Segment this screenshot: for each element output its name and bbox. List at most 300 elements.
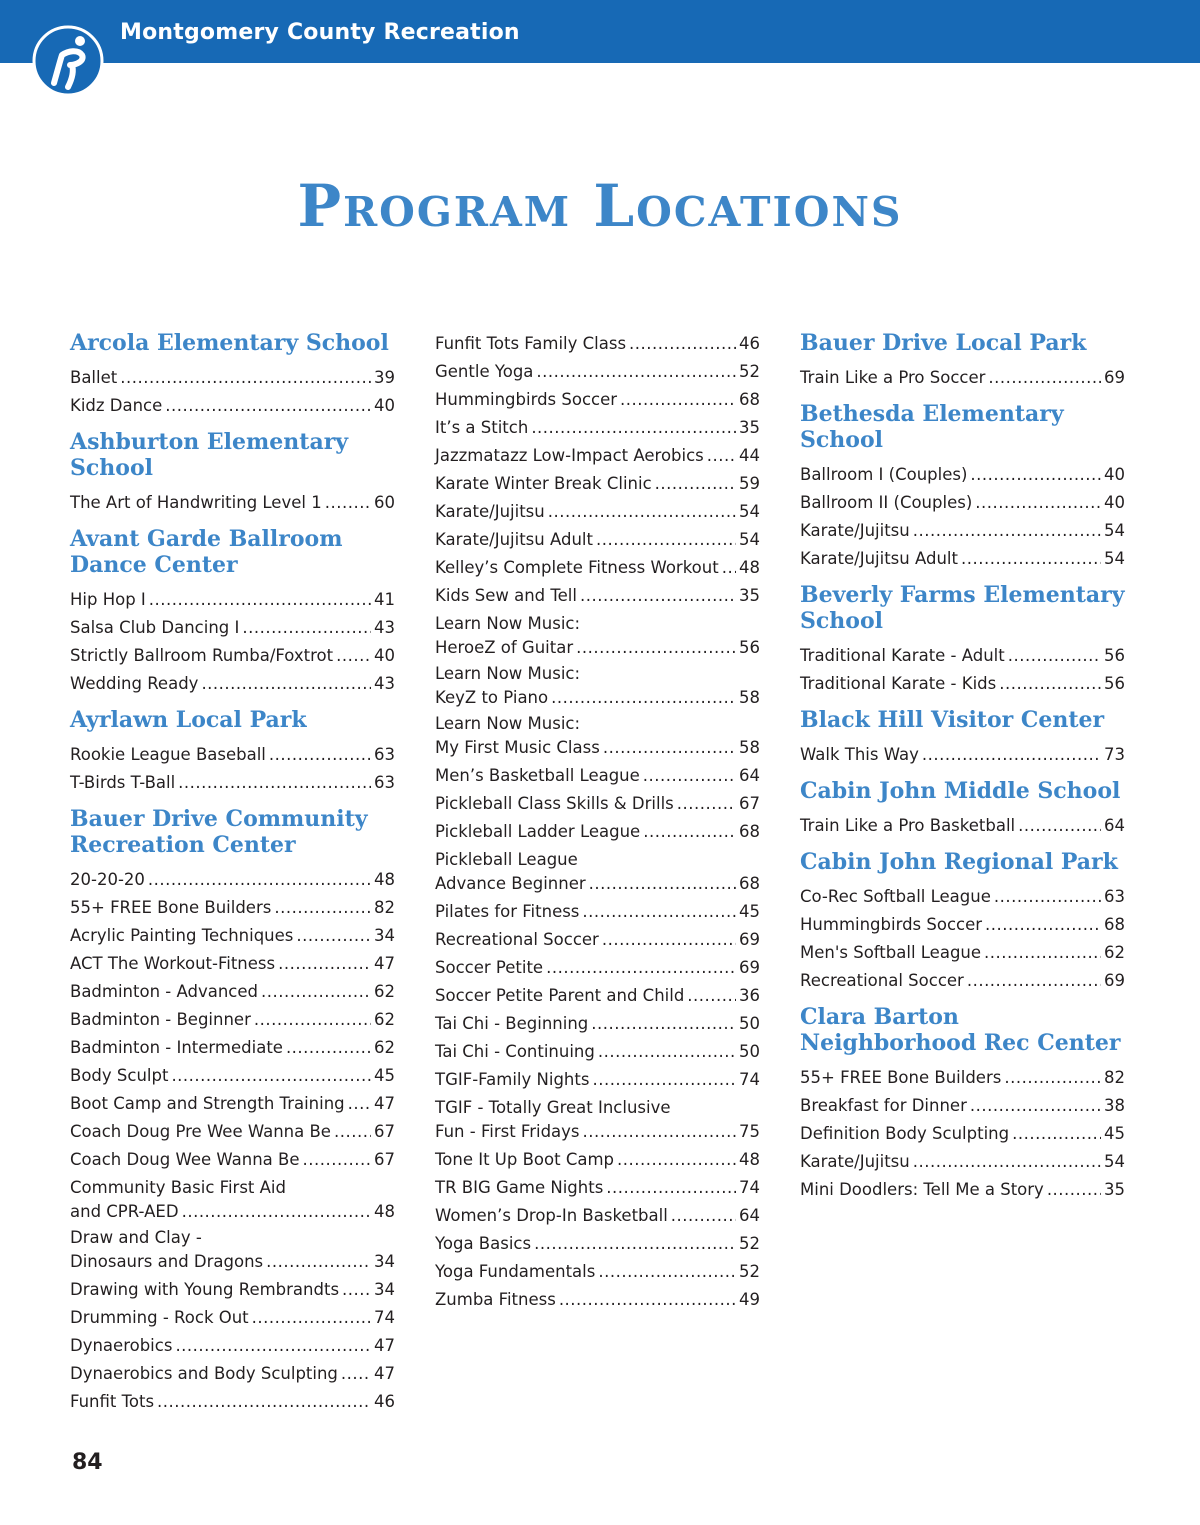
dot-leader	[303, 1146, 372, 1174]
program-entry	[435, 982, 760, 1010]
program-entry	[435, 818, 760, 846]
program-entry	[70, 1006, 395, 1034]
program-name: KeyZ to Piano	[435, 688, 549, 707]
program-entry	[435, 414, 760, 442]
program-entry	[70, 769, 395, 797]
program-entry	[70, 586, 395, 614]
program-entry	[435, 330, 760, 358]
dot-leader	[970, 461, 1101, 489]
dot-leader	[201, 670, 371, 698]
dot-leader	[922, 741, 1101, 769]
location-section	[800, 849, 1125, 995]
location-section	[70, 330, 395, 420]
program-page-number: 40	[374, 646, 395, 665]
program-name: Jazzmatazz Low-Impact Aerobics	[435, 446, 704, 465]
program-entry	[800, 364, 1125, 392]
location-heading: Avant Garde Ballroom Dance Center	[70, 526, 343, 578]
program-name: Dynaerobics and Body Sculpting	[70, 1364, 338, 1383]
program-page-number: 64	[1104, 816, 1125, 835]
program-page-number: 59	[739, 474, 760, 493]
program-name: 20-20-20	[70, 870, 145, 889]
program-page-number: 74	[739, 1178, 760, 1197]
dot-leader	[606, 1174, 736, 1202]
program-entry	[70, 922, 395, 950]
program-page-number: 46	[374, 1392, 395, 1411]
program-entry	[435, 1286, 760, 1314]
dot-leader	[655, 470, 736, 498]
dot-leader	[342, 1276, 371, 1304]
dot-leader	[598, 1038, 736, 1066]
program-page-number: 41	[374, 590, 395, 609]
dot-leader	[348, 1090, 371, 1118]
program-page-number: 56	[739, 638, 760, 657]
program-name-row	[435, 736, 760, 760]
column-1	[70, 330, 395, 1425]
program-entry	[800, 517, 1125, 545]
program-entry	[435, 470, 760, 498]
program-page-number: 69	[739, 958, 760, 977]
program-page-number: 40	[1104, 493, 1125, 512]
program-name-row	[435, 686, 760, 710]
program-name: Train Like a Pro Soccer	[800, 368, 986, 387]
program-entry	[70, 1360, 395, 1388]
program-page-number: 44	[739, 446, 760, 465]
location-heading: Ayrlawn Local Park	[70, 707, 307, 733]
program-name: Mini Doodlers: Tell Me a Story	[800, 1180, 1044, 1199]
program-name: Co-Rec Softball League	[800, 887, 991, 906]
dot-leader	[120, 364, 371, 392]
program-entry	[70, 1062, 395, 1090]
program-page-number: 47	[374, 1336, 395, 1355]
dot-leader	[534, 1230, 736, 1258]
program-page-number: 68	[739, 874, 760, 893]
program-entry	[70, 1176, 395, 1224]
program-entry	[435, 898, 760, 926]
program-entry	[435, 1146, 760, 1174]
dot-leader	[629, 330, 736, 358]
program-name: Definition Body Sculpting	[800, 1124, 1010, 1143]
dot-leader	[967, 967, 1101, 995]
dot-leader	[583, 1120, 736, 1144]
column-2	[435, 330, 760, 1323]
dot-leader	[596, 526, 736, 554]
program-page-number: 69	[739, 930, 760, 949]
program-name: Men’s Basketball League	[435, 766, 640, 785]
location-section	[800, 778, 1125, 840]
program-page-number: 50	[739, 1014, 760, 1033]
program-page-number: 62	[374, 1010, 395, 1029]
dot-leader	[617, 1146, 736, 1174]
program-name-row	[435, 872, 760, 896]
program-name: Funfit Tots	[70, 1392, 155, 1411]
program-entry	[800, 967, 1125, 995]
dot-leader	[602, 926, 736, 954]
program-name: Badminton - Intermediate	[70, 1038, 283, 1057]
program-name: Train Like a Pro Basketball	[800, 816, 1016, 835]
dot-leader	[603, 736, 736, 760]
dot-leader	[643, 762, 736, 790]
program-name: and CPR-AED	[70, 1202, 179, 1221]
program-page-number: 50	[739, 1042, 760, 1061]
program-page-number: 34	[374, 926, 395, 945]
program-page-number: 67	[374, 1122, 395, 1141]
dot-leader	[269, 741, 371, 769]
program-page-number: 52	[739, 1262, 760, 1281]
program-entry	[435, 554, 760, 582]
program-name: Men's Softball League	[800, 943, 982, 962]
program-name: Fun - First Fridays	[435, 1122, 580, 1141]
program-name: Boot Camp and Strength Training	[70, 1094, 345, 1113]
program-page-number: 69	[1104, 971, 1125, 990]
program-entry	[435, 358, 760, 386]
program-name: HeroeZ of Guitar	[435, 638, 574, 657]
dot-leader	[984, 939, 1101, 967]
program-entry	[70, 1332, 395, 1360]
dot-leader	[175, 1332, 371, 1360]
program-entry	[70, 950, 395, 978]
program-entry	[70, 670, 395, 698]
program-list	[800, 1064, 1125, 1204]
dot-leader	[1012, 1120, 1101, 1148]
program-list	[800, 642, 1125, 698]
dot-leader	[178, 769, 371, 797]
location-heading: Clara Barton Neighborhood Rec Center	[800, 1004, 1121, 1056]
program-list	[800, 883, 1125, 995]
program-name: Yoga Fundamentals	[435, 1262, 596, 1281]
program-name: Hip Hop I	[70, 590, 146, 609]
location-section	[70, 806, 395, 1416]
program-name: ACT The Workout-Fitness	[70, 954, 276, 973]
dot-leader	[274, 894, 371, 922]
program-name: Traditional Karate - Kids	[800, 674, 997, 693]
program-name-row	[435, 1120, 760, 1144]
dot-leader	[148, 866, 371, 894]
location-heading: Bauer Drive Local Park	[800, 330, 1087, 356]
location-section	[800, 330, 1125, 392]
program-name: Pickleball Class Skills & Drills	[435, 794, 674, 813]
program-name: It’s a Stitch	[435, 418, 529, 437]
program-name: T-Birds T-Ball	[70, 773, 176, 792]
program-page-number: 67	[374, 1150, 395, 1169]
program-entry	[70, 1304, 395, 1332]
program-name-line1: TGIF - Totally Great Inclusive	[435, 1098, 671, 1117]
dot-leader	[643, 818, 736, 846]
program-page-number: 69	[1104, 368, 1125, 387]
location-heading: Black Hill Visitor Center	[800, 707, 1105, 733]
dot-leader	[687, 982, 736, 1010]
program-page-number: 64	[739, 1206, 760, 1225]
program-page-number: 48	[739, 558, 760, 577]
program-name: 55+ FREE Bone Builders	[800, 1068, 1002, 1087]
program-name: Soccer Petite	[435, 958, 544, 977]
program-entry	[70, 741, 395, 769]
program-page-number: 39	[374, 368, 395, 387]
program-page-number: 45	[739, 902, 760, 921]
program-entry	[800, 1092, 1125, 1120]
dot-leader	[975, 489, 1101, 517]
dot-leader	[334, 1118, 371, 1146]
dot-leader	[341, 1360, 371, 1388]
program-page-number: 63	[1104, 887, 1125, 906]
program-name: The Art of Handwriting Level 1	[70, 493, 322, 512]
program-page-number: 68	[1104, 915, 1125, 934]
location-section	[70, 526, 395, 698]
program-page-number: 58	[739, 688, 760, 707]
location-heading: Bauer Drive Community Recreation Center	[70, 806, 368, 858]
dot-leader	[999, 670, 1101, 698]
program-name: Acrylic Painting Techniques	[70, 926, 294, 945]
program-entry	[435, 762, 760, 790]
dot-leader	[1018, 812, 1101, 840]
program-page-number: 34	[374, 1280, 395, 1299]
program-name: Breakfast for Dinner	[800, 1096, 967, 1115]
program-list	[435, 330, 760, 1314]
page-number: 84	[72, 1450, 103, 1475]
program-page-number: 35	[739, 418, 760, 437]
program-name: Rookie League Baseball	[70, 745, 266, 764]
dot-leader	[677, 790, 736, 818]
dot-leader	[157, 1388, 371, 1416]
program-entry	[800, 883, 1125, 911]
program-page-number: 48	[374, 1202, 395, 1221]
program-entry	[435, 662, 760, 710]
dot-leader	[286, 1034, 371, 1062]
program-page-number: 82	[374, 898, 395, 917]
program-name: Walk This Way	[800, 745, 919, 764]
dot-leader	[548, 498, 736, 526]
program-name-row	[70, 1250, 395, 1274]
location-section	[800, 582, 1125, 698]
program-name: Pickleball Ladder League	[435, 822, 641, 841]
program-page-number: 47	[374, 1364, 395, 1383]
program-name: Badminton - Beginner	[70, 1010, 251, 1029]
program-page-number: 62	[374, 982, 395, 1001]
program-name: Hummingbirds Soccer	[435, 390, 618, 409]
program-page-number: 38	[1104, 1096, 1125, 1115]
dot-leader	[671, 1202, 736, 1230]
dot-leader	[325, 489, 371, 517]
program-page-number: 64	[739, 766, 760, 785]
program-entry	[800, 1148, 1125, 1176]
program-entry	[435, 1230, 760, 1258]
program-page-number: 54	[1104, 1152, 1125, 1171]
program-entry	[70, 1146, 395, 1174]
program-entry	[70, 866, 395, 894]
program-list	[800, 812, 1125, 840]
dot-leader	[913, 1148, 1101, 1176]
program-page-number: 35	[739, 586, 760, 605]
dot-leader	[970, 1092, 1101, 1120]
program-entry	[800, 642, 1125, 670]
program-entry	[70, 1388, 395, 1416]
header-title: Montgomery County Recreation	[120, 20, 520, 45]
program-name: Recreational Soccer	[800, 971, 964, 990]
program-name: Advance Beginner	[435, 874, 586, 893]
dot-leader	[1047, 1176, 1101, 1204]
program-name: Tai Chi - Continuing	[435, 1042, 595, 1061]
program-entry	[435, 612, 760, 660]
program-name: TR BIG Game Nights	[435, 1178, 604, 1197]
program-page-number: 63	[374, 773, 395, 792]
program-name: Kids Sew and Tell	[435, 586, 577, 605]
program-entry	[800, 670, 1125, 698]
program-entry	[70, 642, 395, 670]
program-entry	[70, 894, 395, 922]
location-section	[70, 429, 395, 517]
program-name-row	[435, 636, 760, 660]
dot-leader	[531, 414, 736, 442]
program-entry	[435, 1038, 760, 1066]
recreation-logo-icon	[32, 21, 104, 100]
program-name-line1: Pickleball League	[435, 850, 578, 869]
program-entry	[800, 545, 1125, 573]
program-entry	[435, 1174, 760, 1202]
program-page-number: 68	[739, 822, 760, 841]
location-section	[800, 707, 1125, 769]
program-entry	[435, 1202, 760, 1230]
program-list	[70, 364, 395, 420]
program-name: Dynaerobics	[70, 1336, 173, 1355]
location-heading: Beverly Farms Elementary School	[800, 582, 1125, 634]
program-entry	[800, 489, 1125, 517]
program-entry	[800, 461, 1125, 489]
program-entry	[435, 848, 760, 896]
program-page-number: 48	[739, 1150, 760, 1169]
program-name: Salsa Club Dancing I	[70, 618, 240, 637]
program-name: Coach Doug Pre Wee Wanna Be	[70, 1122, 331, 1141]
location-heading: Bethesda Elementary School	[800, 401, 1064, 453]
program-page-number: 56	[1104, 674, 1125, 693]
program-list	[70, 586, 395, 698]
program-entry	[70, 489, 395, 517]
program-entry	[800, 1120, 1125, 1148]
location-section	[70, 707, 395, 797]
dot-leader	[592, 1066, 736, 1094]
dot-leader	[707, 442, 736, 470]
program-name: Recreational Soccer	[435, 930, 599, 949]
dot-leader	[1008, 642, 1101, 670]
dot-leader	[913, 517, 1101, 545]
program-page-number: 56	[1104, 646, 1125, 665]
dot-leader	[171, 1062, 371, 1090]
program-name: Drawing with Young Rembrandts	[70, 1280, 340, 1299]
dot-leader	[536, 358, 736, 386]
program-list	[800, 741, 1125, 769]
dot-leader	[985, 911, 1101, 939]
program-page-number: 58	[739, 738, 760, 757]
program-name: Kidz Dance	[70, 396, 163, 415]
program-name: Wedding Ready	[70, 674, 199, 693]
dot-leader	[591, 1010, 736, 1038]
program-list	[70, 489, 395, 517]
program-page-number: 43	[374, 674, 395, 693]
program-name: Tai Chi - Beginning	[435, 1014, 589, 1033]
program-entry	[800, 1176, 1125, 1204]
program-list	[70, 741, 395, 797]
program-name: Dinosaurs and Dragons	[70, 1252, 264, 1271]
program-name: Zumba Fitness	[435, 1290, 556, 1309]
dot-leader	[582, 898, 736, 926]
dot-leader	[961, 545, 1101, 573]
dot-leader	[589, 872, 736, 896]
program-entry	[435, 498, 760, 526]
program-entry	[435, 926, 760, 954]
program-name-row	[70, 1200, 395, 1224]
program-name: Traditional Karate - Adult	[800, 646, 1005, 665]
program-entry	[70, 614, 395, 642]
program-page-number: 52	[739, 362, 760, 381]
program-name: Karate/Jujitsu	[800, 521, 910, 540]
program-name-line1: Learn Now Music:	[435, 664, 581, 683]
program-name: Yoga Basics	[435, 1234, 532, 1253]
program-name: Karate/Jujitsu	[800, 1152, 910, 1171]
dot-leader	[551, 686, 736, 710]
program-name: Karate/Jujitsu Adult	[800, 549, 958, 568]
program-list	[800, 364, 1125, 392]
program-page-number: 45	[1104, 1124, 1125, 1143]
program-page-number: 54	[739, 502, 760, 521]
dot-leader	[576, 636, 736, 660]
dot-leader	[559, 1286, 736, 1314]
program-page-number: 49	[739, 1290, 760, 1309]
dot-leader	[165, 392, 371, 420]
program-entry	[70, 1034, 395, 1062]
program-entry	[70, 1090, 395, 1118]
program-page-number: 62	[1104, 943, 1125, 962]
program-name: Women’s Drop-In Basketball	[435, 1206, 668, 1225]
program-page-number: 47	[374, 954, 395, 973]
program-page-number: 67	[739, 794, 760, 813]
dot-leader	[988, 364, 1101, 392]
program-entry	[435, 386, 760, 414]
program-page-number: 43	[374, 618, 395, 637]
dot-leader	[336, 642, 371, 670]
program-name: Drumming - Rock Out	[70, 1308, 249, 1327]
dot-leader	[994, 883, 1101, 911]
program-page-number: 46	[739, 334, 760, 353]
program-page-number: 62	[374, 1038, 395, 1057]
program-name-line1: Learn Now Music:	[435, 614, 581, 633]
program-entry	[435, 442, 760, 470]
program-entry	[70, 1118, 395, 1146]
program-entry	[70, 364, 395, 392]
program-page-number: 45	[374, 1066, 395, 1085]
program-page-number: 34	[374, 1252, 395, 1271]
program-entry	[800, 741, 1125, 769]
dot-leader	[149, 586, 371, 614]
dot-leader	[1004, 1064, 1101, 1092]
location-section	[800, 1004, 1125, 1204]
dot-leader	[242, 614, 371, 642]
program-page-number: 82	[1104, 1068, 1125, 1087]
dot-leader	[252, 1304, 371, 1332]
program-name: Kelley’s Complete Fitness Workout	[435, 558, 719, 577]
program-entry	[800, 939, 1125, 967]
dot-leader	[296, 922, 371, 950]
program-name: Gentle Yoga	[435, 362, 534, 381]
location-heading: Arcola Elementary School	[70, 330, 389, 356]
program-name: Karate Winter Break Clinic	[435, 474, 652, 493]
program-name: Badminton - Advanced	[70, 982, 258, 1001]
program-entry	[70, 1276, 395, 1304]
program-entry	[435, 954, 760, 982]
program-entry	[800, 1064, 1125, 1092]
program-name: My First Music Class	[435, 738, 600, 757]
program-entry	[435, 526, 760, 554]
program-page-number: 35	[1104, 1180, 1125, 1199]
program-entry	[435, 1010, 760, 1038]
location-heading: Cabin John Regional Park	[800, 849, 1118, 875]
